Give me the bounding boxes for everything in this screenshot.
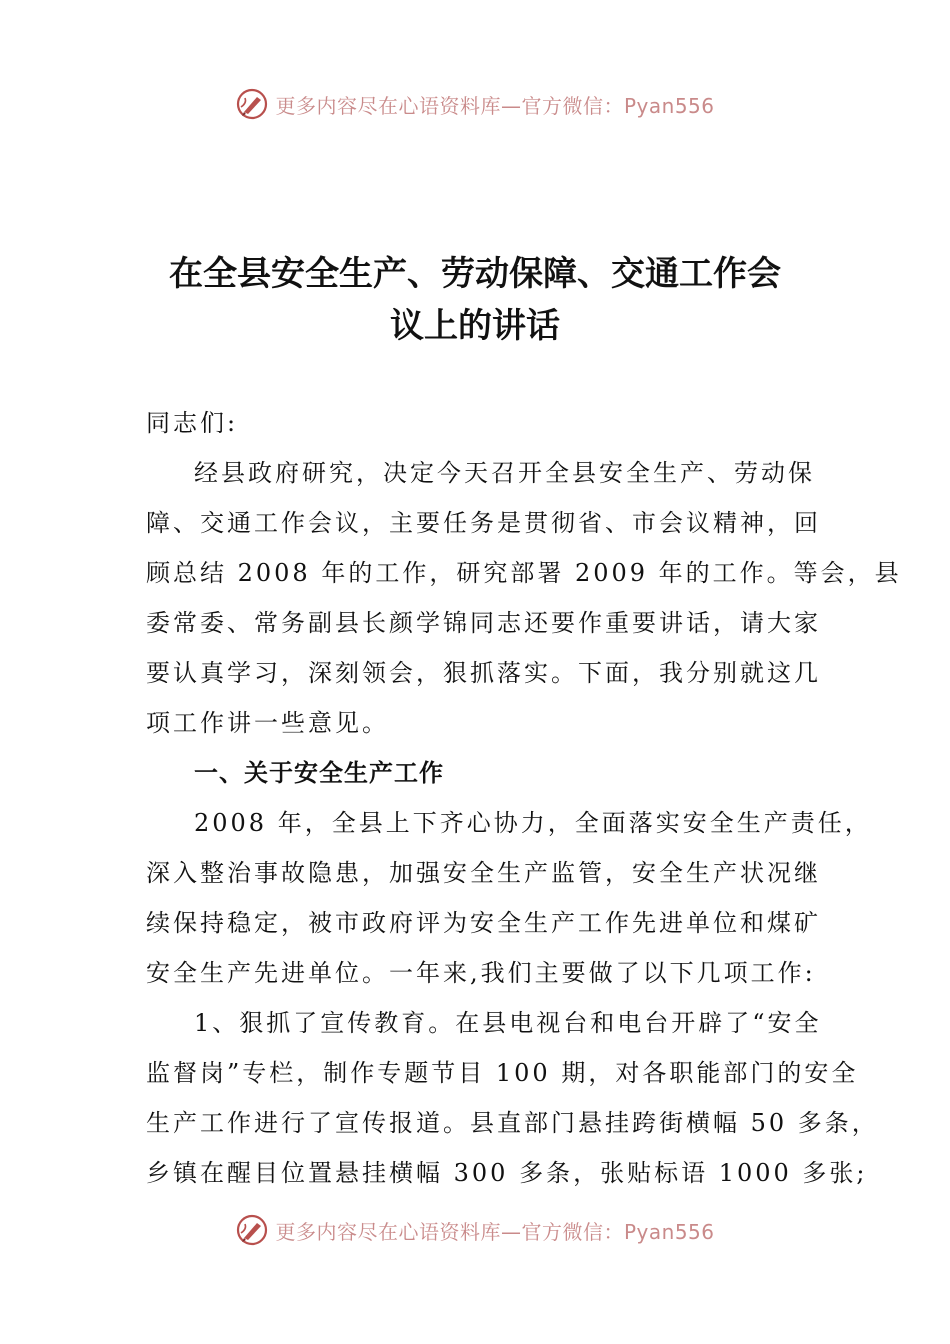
paragraph-line: 要认真学习，深刻领会，狠抓落实。下面，我分别就这几: [146, 659, 821, 687]
pen-nib-logo-icon: [235, 1213, 269, 1247]
paragraph-1: [146, 448, 902, 748]
watermark-banner-top: [0, 84, 950, 124]
section-heading-1: 一、关于安全生产工作: [194, 759, 444, 787]
watermark-banner-bottom: [0, 1210, 950, 1250]
paragraph-line: 顾总结 2008 年的工作，研究部署 2009 年的工作。等会，县: [146, 559, 902, 587]
paragraph-line: 续保持稳定，被市政府评为安全生产工作先进单位和煤矿: [146, 909, 821, 937]
paragraph-line: 2008 年，全县上下齐心协力，全面落实安全生产责任，: [194, 809, 872, 837]
title-line-1: 在全县安全生产、劳动保障、交通工作会: [169, 254, 781, 294]
paragraph-line: 生产工作进行了宣传报道。县直部门悬挂跨街横幅 50 多条，: [146, 1109, 879, 1137]
paragraph-line: 障、交通工作会议，主要任务是贯彻省、市会议精神，回: [146, 509, 821, 537]
watermark-text: 更多内容尽在心语资料库—官方微信：Pyan556: [275, 1219, 715, 1244]
paragraph-line: 委常委、常务副县长颜学锦同志还要作重要讲话，请大家: [146, 609, 821, 637]
paragraph-line: 乡镇在醒目位置悬挂横幅 300 多条，张贴标语 1000 多张;: [146, 1159, 868, 1187]
title-line-2: 议上的讲话: [390, 306, 560, 346]
watermark-text: 更多内容尽在心语资料库—官方微信：Pyan556: [275, 93, 715, 118]
paragraph-line: 经县政府研究，决定今天召开全县安全生产、劳动保: [194, 459, 815, 487]
document-title: [0, 248, 950, 352]
paragraph-line: 项工作讲一些意见。: [146, 709, 389, 737]
paragraph-line: 监督岗”专栏，制作专题节目 100 期，对各职能部门的安全: [146, 1059, 859, 1087]
paragraph-line: 安全生产先进单位。一年来,我们主要做了以下几项工作:: [146, 959, 816, 987]
greeting: 同志们:: [146, 409, 239, 437]
paragraph-line: 深入整治事故隐患，加强安全生产监管，安全生产状况继: [146, 859, 821, 887]
watermark-handle: Pyan556: [623, 93, 715, 118]
pen-nib-logo-icon: [235, 87, 269, 121]
document-body: [146, 398, 902, 1198]
paragraph-3: [146, 998, 879, 1198]
paragraph-line: 1、狠抓了宣传教育。在县电视台和电台开辟了“安全: [194, 1009, 822, 1037]
paragraph-2: [146, 798, 872, 998]
watermark-handle: Pyan556: [623, 1219, 715, 1244]
